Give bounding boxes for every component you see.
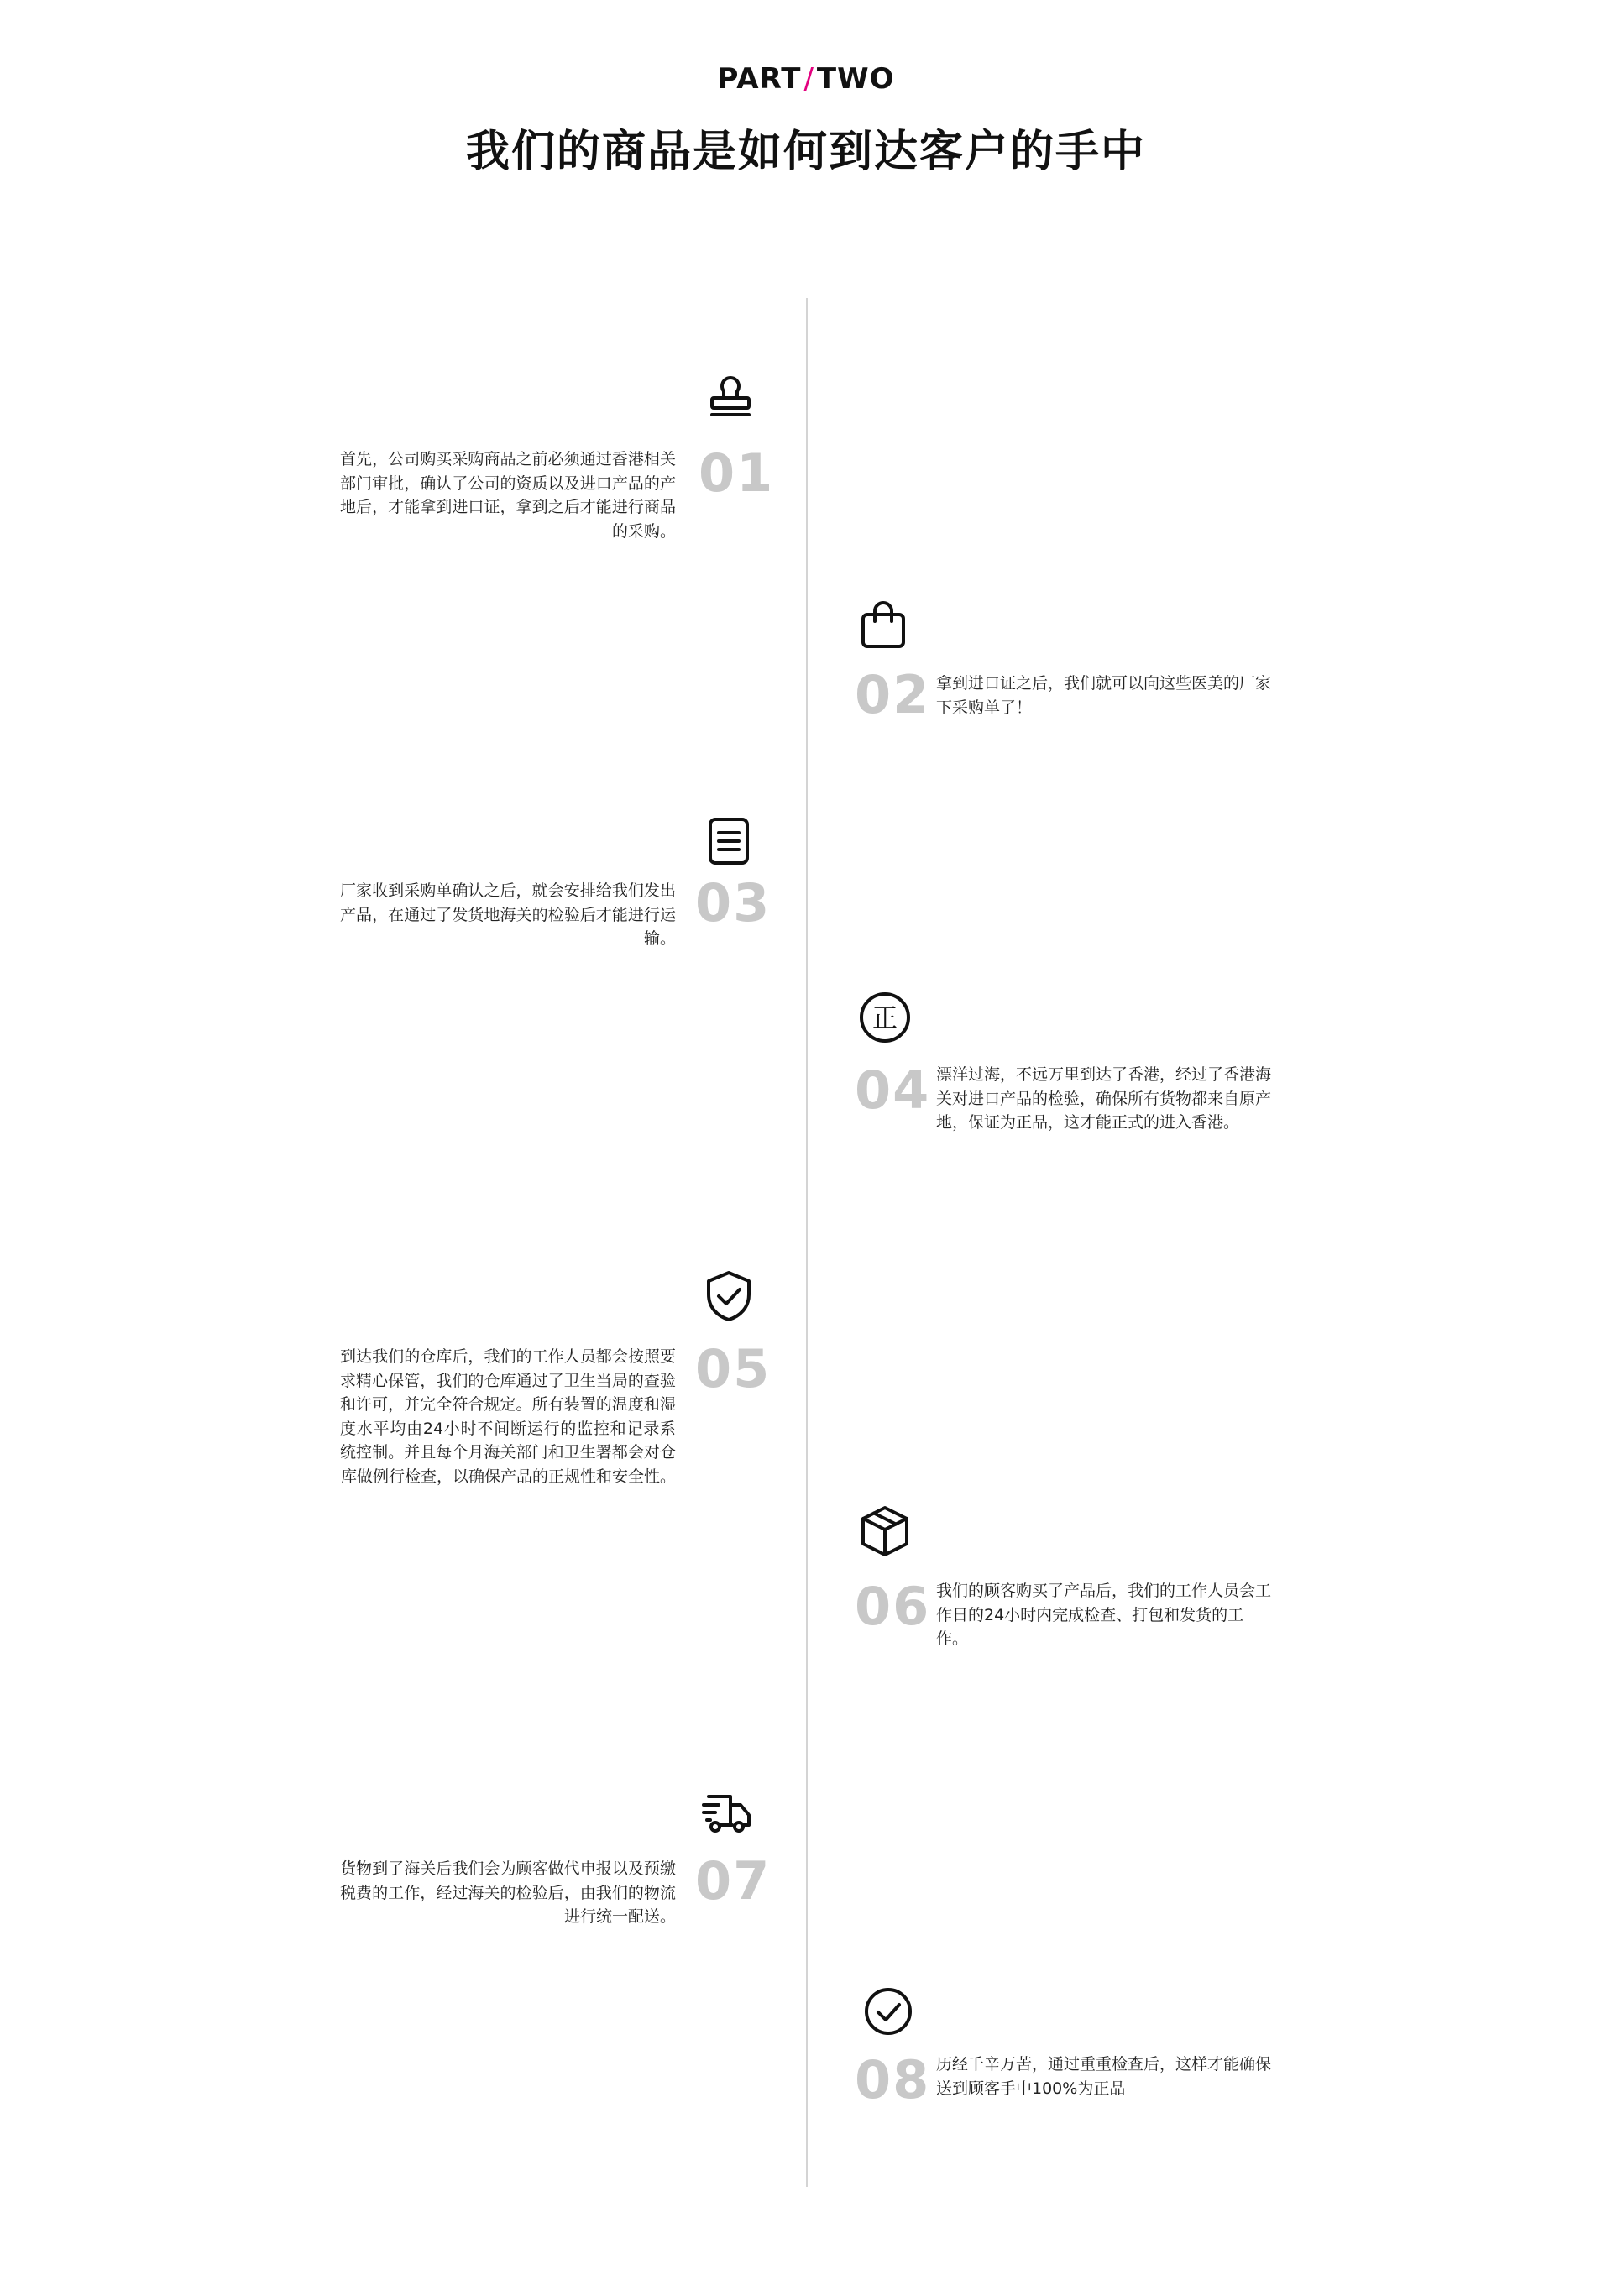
step-text-04: 漂洋过海，不远万里到达了香港，经过了香港海关对进口产品的检验，确保所有货物都来自原产地，保证为正品，这才能正式的进入香港。 — [936, 1065, 1272, 1132]
part-label-right: TWO — [816, 62, 895, 96]
step-text-03: 厂家收到采购单确认之后，就会安排给我们发出产品，在通过了发货地海关的检验后才能进行运输。 — [340, 881, 676, 948]
stamp-icon — [704, 369, 757, 423]
step-text-07: 货物到了海关后我们会为顾客做代申报以及预缴税费的工作，经过海关的检验后，由我们的物流进行统一配送。 — [340, 1859, 676, 1926]
shield-check-icon — [702, 1269, 756, 1323]
step-text-01: 首先，公司购买采购商品之前必须通过香港相关部门审批，确认了公司的资质以及进口产品的产地后，才能拿到进口证，拿到之后才能进行商品的采购。 — [340, 450, 676, 541]
step-text-06: 我们的顾客购买了产品后，我们的工作人员会工作日的24小时内完成检查、打包和发货的工作。 — [936, 1582, 1272, 1648]
timeline-line — [806, 298, 808, 2187]
package-box-icon — [858, 1504, 912, 1558]
part-label-left: PART — [717, 62, 802, 96]
step-number-07: 07 — [695, 1850, 772, 1912]
page-title: 我们的商品是如何到达客户的手中 — [465, 127, 1146, 177]
step-number-08: 08 — [855, 2049, 931, 2110]
part-slash: / — [803, 62, 814, 96]
genuine-badge-icon — [858, 991, 912, 1044]
step-number-03: 03 — [695, 872, 772, 934]
delivery-truck-icon — [700, 1786, 754, 1840]
step-number-04: 04 — [855, 1059, 931, 1121]
step-text-02: 拿到进口证之后，我们就可以向这些医美的厂家下采购单了！ — [936, 674, 1272, 717]
step-number-06: 06 — [855, 1576, 931, 1637]
check-circle-icon — [861, 1985, 915, 2038]
step-text-08: 历经千辛万苦，通过重重检查后，这样才能确保送到顾客手中100%为正品 — [936, 2055, 1272, 2098]
part-heading — [0, 62, 1612, 96]
step-number-01: 01 — [699, 442, 775, 504]
step-text-05: 到达我们的仓库后，我们的工作人员都会按照要求精心保管，我们的仓库通过了卫生当局的查验和许可，并完全符合规定。所有装置的温度和湿度水平均由24小时不间断运行的监控和记录系统控制。并且每个月海关部门和卫生署都会对仓库做例行检查，以确保产品的正规性和安全性。 — [340, 1347, 676, 1486]
shopping-bag-icon — [856, 598, 910, 651]
step-number-02: 02 — [855, 664, 931, 725]
step-number-05: 05 — [695, 1338, 772, 1399]
svg-text:正: 正 — [872, 1004, 898, 1033]
document-icon — [702, 814, 756, 868]
